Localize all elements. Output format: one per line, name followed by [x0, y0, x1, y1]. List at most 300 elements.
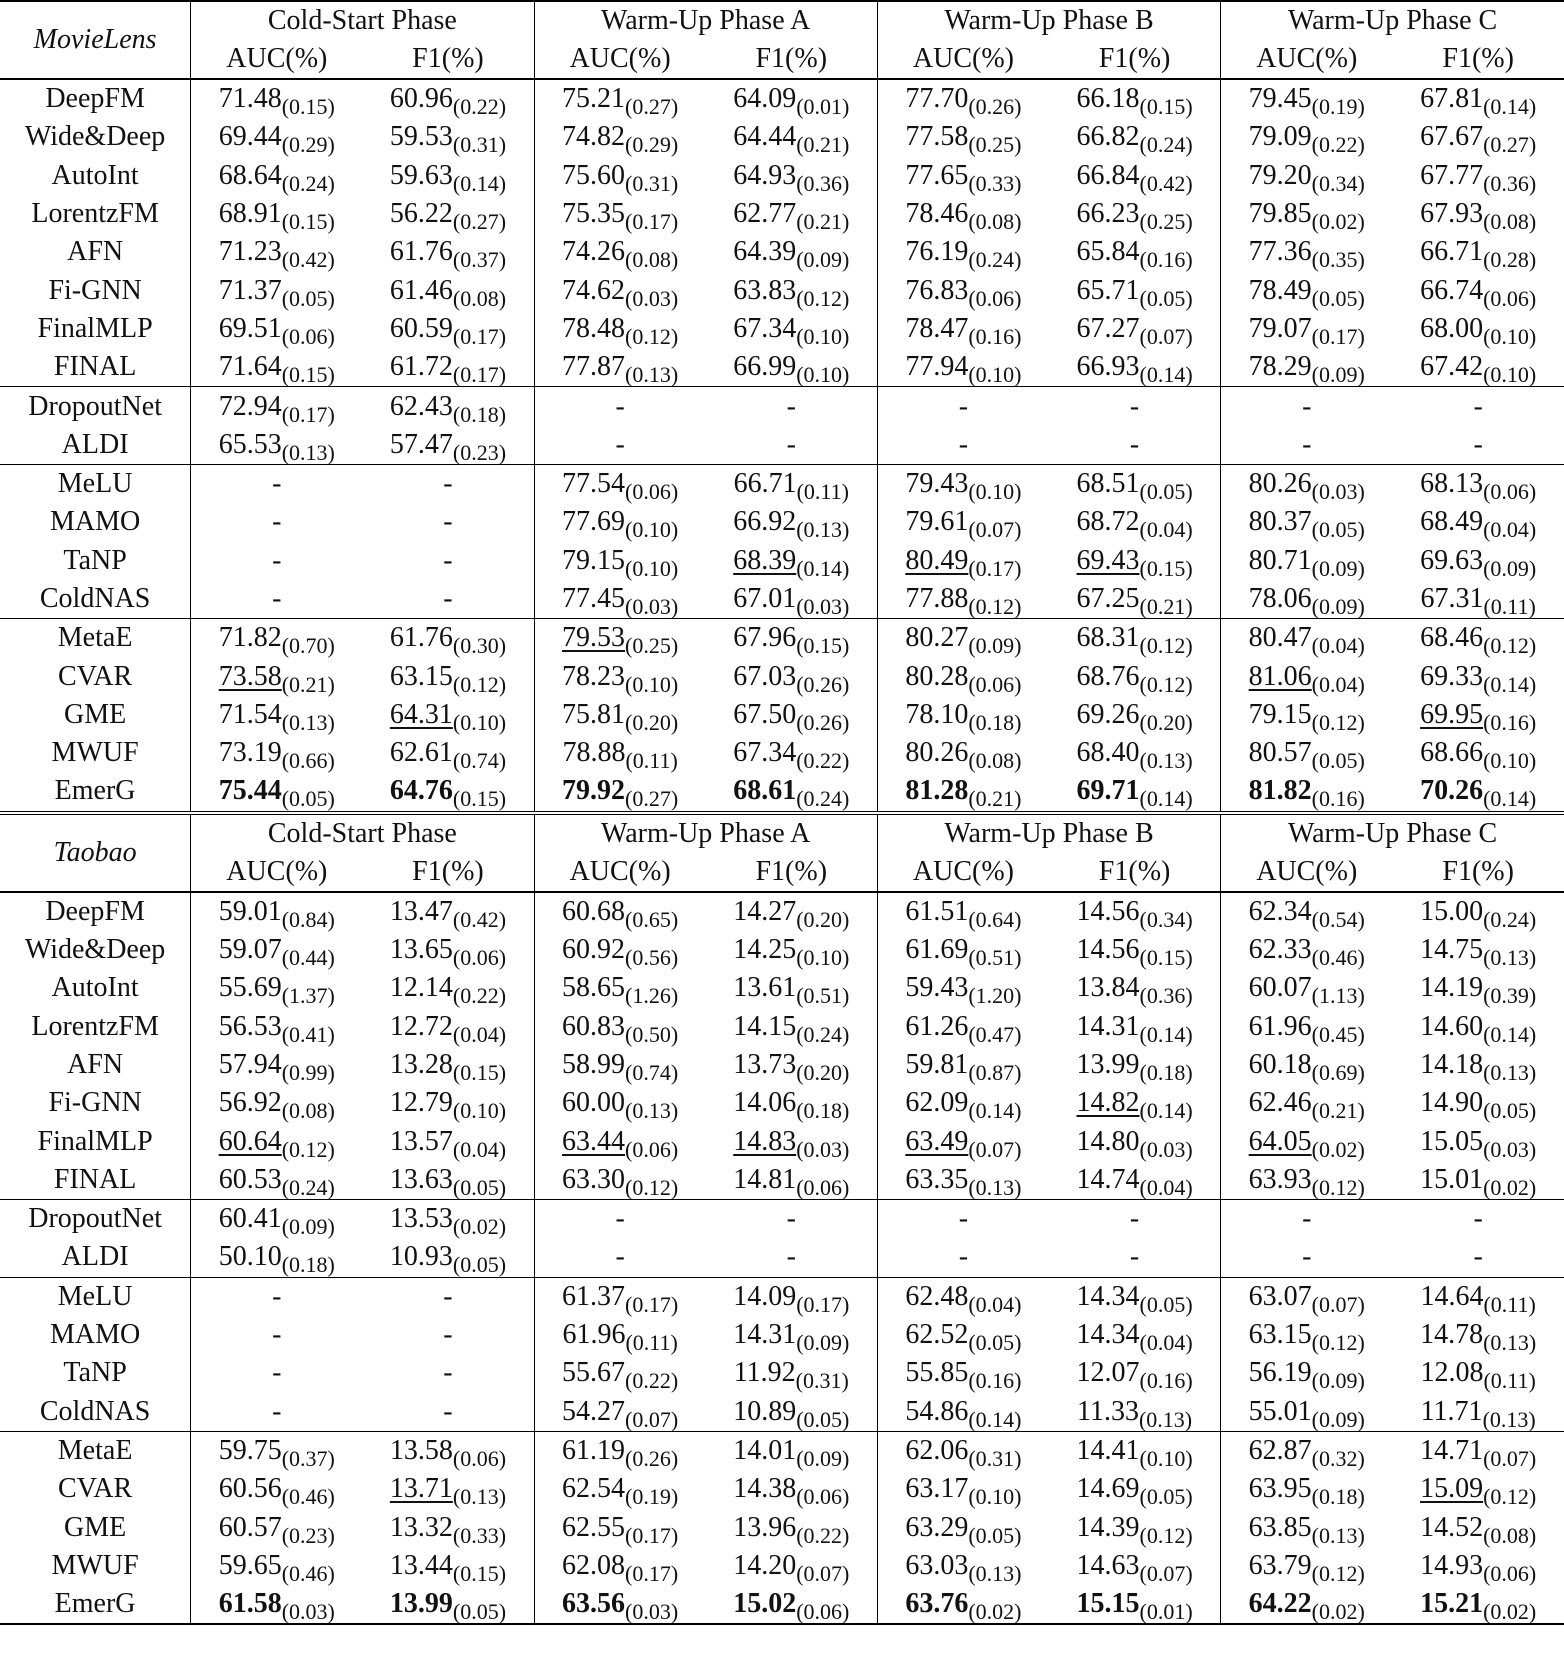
phase-header: Warm-Up Phase A [534, 813, 877, 853]
metric-value: 15.01 [1420, 1163, 1484, 1195]
std-dev: (0.09) [968, 633, 1022, 659]
std-dev: (0.06) [452, 945, 507, 971]
value-cell [877, 619, 1049, 658]
std-dev: (0.04) [1311, 671, 1365, 697]
std-dev: (0.14) [1483, 671, 1537, 697]
method-name: AutoInt [0, 157, 191, 195]
std-dev: (0.07) [796, 1560, 850, 1586]
std-dev: (0.23) [452, 439, 507, 465]
value-cell [1049, 1122, 1221, 1160]
table-row [0, 310, 1564, 348]
value-cell [191, 542, 363, 580]
method-name: DeepFM [0, 892, 191, 931]
value-cell [191, 1084, 363, 1122]
dataset-label: MovieLens [0, 1, 191, 79]
std-dev: (0.13) [1311, 1522, 1365, 1548]
method-name: GME [0, 696, 191, 734]
value-cell [706, 1547, 878, 1585]
std-dev: (0.74) [452, 748, 507, 774]
value-cell [706, 1354, 878, 1392]
std-dev: (0.19) [625, 1484, 679, 1510]
value-cell [1049, 969, 1221, 1007]
metric-value: 79.43 [905, 468, 969, 500]
value-cell [1221, 1508, 1393, 1546]
std-dev: (0.35) [1311, 247, 1365, 273]
std-dev: (0.05) [1311, 285, 1365, 311]
value-cell [191, 1508, 363, 1546]
std-dev: (0.01) [1139, 1599, 1193, 1625]
value-cell [1221, 271, 1393, 309]
metric-value: 66.71 [1420, 236, 1484, 268]
method-name: GME [0, 1508, 191, 1546]
value-cell [1221, 619, 1393, 658]
value-cell [706, 1200, 878, 1239]
std-dev: (0.10) [796, 362, 850, 388]
metric-value: - [443, 583, 453, 614]
value-cell [1392, 1431, 1564, 1470]
value-cell [877, 580, 1049, 619]
std-dev: (0.03) [1483, 1136, 1537, 1162]
metric-value: 79.45 [1248, 83, 1312, 115]
metric-value: - [786, 1203, 796, 1235]
metric-value: 64.39 [733, 236, 797, 268]
metric-value: 14.25 [733, 934, 797, 966]
metric-value: 60.96 [389, 83, 453, 115]
method-name: MetaE [0, 1431, 191, 1470]
phase-header: Warm-Up Phase A [534, 1, 877, 40]
value-cell [877, 1316, 1049, 1354]
method-name: EmerG [0, 1585, 191, 1624]
std-dev: (0.04) [452, 1021, 507, 1047]
std-dev: (0.09) [1311, 594, 1365, 619]
metric-value: 69.63 [1420, 544, 1484, 576]
metric-value: 14.56 [1076, 934, 1140, 966]
metric-value: 74.62 [562, 274, 626, 306]
std-dev: (0.12) [1483, 633, 1537, 659]
std-dev: (0.26) [968, 94, 1022, 120]
phase-header: Warm-Up Phase B [877, 1, 1220, 40]
metric-value: 76.19 [905, 236, 969, 268]
metric-value: 72.94 [218, 390, 282, 422]
metric-value: 62.48 [905, 1280, 969, 1312]
metric-value: 60.68 [562, 895, 626, 927]
metric-value: 66.82 [1076, 121, 1140, 153]
value-cell [534, 1122, 706, 1160]
value-cell [706, 1277, 878, 1316]
metric-value: 79.20 [1248, 159, 1312, 191]
method-name: FinalMLP [0, 310, 191, 348]
metric-value: 58.65 [562, 972, 626, 1004]
metric-value: 68.49 [1420, 506, 1484, 538]
std-dev: (0.12) [625, 323, 679, 349]
value-cell [1049, 892, 1221, 931]
table-row [0, 931, 1564, 969]
std-dev: (0.06) [796, 1484, 850, 1510]
std-dev: (0.17) [796, 1291, 850, 1317]
metric-value: 69.43 [1076, 544, 1140, 576]
value-cell [534, 1008, 706, 1046]
metric-value: 68.64 [218, 159, 282, 191]
table-row [0, 1547, 1564, 1585]
std-dev: (0.17) [625, 209, 679, 235]
metric-value: - [443, 1357, 453, 1389]
value-cell [1221, 1547, 1393, 1585]
value-cell [877, 79, 1049, 118]
table-row [0, 969, 1564, 1007]
value-cell [706, 1161, 878, 1200]
value-cell [1392, 892, 1564, 931]
metric-value: 71.37 [218, 274, 282, 306]
table-row [0, 426, 1564, 465]
std-dev: (0.14) [1483, 1021, 1537, 1047]
value-cell [1221, 1277, 1393, 1316]
value-cell [1049, 1354, 1221, 1392]
value-cell [706, 580, 878, 619]
metric-value: 80.28 [905, 660, 969, 692]
method-name: EmerG [0, 772, 191, 812]
metric-value: - [443, 506, 453, 538]
value-cell [191, 79, 363, 118]
metric-value: 63.03 [905, 1549, 969, 1581]
metric-value: 60.00 [562, 1087, 626, 1119]
metric-value: 58.99 [562, 1048, 626, 1080]
std-dev: (0.16) [968, 323, 1022, 349]
metric-value: 78.23 [562, 660, 626, 692]
metric-value: 61.72 [389, 351, 453, 383]
metric-value: 62.61 [389, 737, 453, 769]
value-cell [534, 1508, 706, 1546]
method-name: ColdNAS [0, 1393, 191, 1432]
std-dev: (0.05) [796, 1406, 850, 1432]
std-dev: (0.13) [281, 709, 335, 735]
std-dev: (0.10) [1483, 362, 1537, 388]
metric-value: 61.51 [905, 895, 969, 927]
metric-value: 66.84 [1076, 159, 1140, 191]
metric-value: 78.10 [905, 698, 969, 730]
value-cell [191, 1200, 363, 1239]
std-dev: (0.03) [281, 1599, 335, 1625]
value-cell [362, 1585, 534, 1624]
std-dev: (0.17) [625, 1522, 679, 1548]
value-cell [877, 1431, 1049, 1470]
value-cell [191, 1393, 363, 1432]
std-dev: (0.22) [452, 94, 507, 120]
value-cell [706, 696, 878, 734]
metric-value: 64.93 [733, 159, 797, 191]
metric-value: 67.50 [733, 698, 797, 730]
metric-value: 14.39 [1076, 1511, 1140, 1543]
std-dev: (0.10) [796, 945, 850, 971]
metric-value: 81.06 [1248, 660, 1312, 692]
value-cell [1392, 1547, 1564, 1585]
value-cell [1049, 348, 1221, 387]
value-cell [1221, 233, 1393, 271]
metric-value: 14.38 [733, 1473, 797, 1505]
metric-value: 14.19 [1420, 972, 1484, 1004]
std-dev: (0.07) [968, 517, 1022, 543]
table-row [0, 195, 1564, 233]
std-dev: (0.18) [968, 709, 1022, 735]
metric-value: - [272, 544, 282, 576]
metric-value: 63.93 [1248, 1163, 1312, 1195]
std-dev: (1.26) [625, 983, 679, 1009]
value-cell [362, 1161, 534, 1200]
metric-value: 10.89 [733, 1395, 797, 1427]
metric-value: - [443, 1395, 453, 1427]
std-dev: (0.05) [452, 1174, 507, 1200]
value-cell [1392, 387, 1564, 426]
std-dev: (0.08) [968, 748, 1022, 774]
value-cell [534, 1046, 706, 1084]
value-cell [191, 892, 363, 931]
metric-value: 78.46 [905, 198, 969, 230]
metric-value: 68.66 [1420, 737, 1484, 769]
metric-value: 79.53 [562, 622, 626, 654]
metric-header: F1(%) [362, 853, 534, 892]
metric-value: - [1302, 390, 1312, 422]
value-cell [534, 1354, 706, 1392]
std-dev: (0.06) [796, 1174, 850, 1200]
metric-value: 67.67 [1420, 121, 1484, 153]
value-cell [1049, 310, 1221, 348]
value-cell [1049, 657, 1221, 695]
metric-value: 54.86 [905, 1395, 969, 1427]
value-cell [877, 1238, 1049, 1277]
std-dev: (0.13) [281, 439, 335, 465]
metric-value: 13.57 [389, 1125, 453, 1157]
table-row [0, 1008, 1564, 1046]
method-name: Fi-GNN [0, 271, 191, 309]
value-cell [1049, 542, 1221, 580]
value-cell [1049, 157, 1221, 195]
std-dev: (0.16) [1311, 786, 1365, 812]
value-cell [1392, 348, 1564, 387]
metric-value: - [1129, 1203, 1140, 1235]
metric-value: 69.71 [1076, 775, 1140, 807]
metric-value: 61.96 [562, 1319, 626, 1351]
value-cell [706, 1008, 878, 1046]
metric-value: 14.75 [1420, 934, 1484, 966]
std-dev: (0.16) [968, 1368, 1022, 1394]
metric-header: AUC(%) [569, 855, 671, 887]
std-dev: (0.05) [968, 1522, 1022, 1548]
method-name: AutoInt [0, 969, 191, 1007]
value-cell [191, 931, 363, 969]
std-dev: (0.50) [625, 1021, 679, 1047]
std-dev: (0.24) [281, 170, 335, 196]
value-cell [1221, 657, 1393, 695]
std-dev: (0.10) [796, 323, 850, 349]
value-cell [1049, 1316, 1221, 1354]
metric-value: 56.92 [218, 1087, 282, 1119]
std-dev: (0.18) [796, 1098, 850, 1124]
std-dev: (0.05) [968, 1330, 1022, 1356]
metric-value: 60.53 [218, 1163, 282, 1195]
value-cell [1221, 1238, 1393, 1277]
std-dev: (0.12) [796, 285, 850, 311]
metric-value: 11.92 [733, 1357, 796, 1389]
std-dev: (0.36) [796, 170, 850, 196]
metric-value: 67.31 [1420, 583, 1484, 614]
method-name: MetaE [0, 619, 191, 658]
metric-value: 67.96 [733, 622, 797, 654]
value-cell [191, 1046, 363, 1084]
value-cell [534, 1161, 706, 1200]
std-dev: (0.20) [796, 1059, 850, 1085]
std-dev: (0.15) [452, 1560, 507, 1586]
std-dev: (0.87) [968, 1059, 1022, 1085]
metric-value: 59.53 [389, 121, 453, 153]
std-dev: (0.05) [281, 786, 335, 812]
method-name: MWUF [0, 734, 191, 772]
metric-value: 77.88 [905, 583, 969, 614]
metric-value: 13.71 [389, 1473, 453, 1505]
value-cell [534, 1084, 706, 1122]
metric-value: 62.34 [1248, 895, 1312, 927]
metric-value: 13.99 [1076, 1048, 1140, 1080]
value-cell [534, 931, 706, 969]
std-dev: (0.02) [1483, 1174, 1537, 1200]
value-cell [362, 1547, 534, 1585]
metric-value: 60.57 [218, 1511, 282, 1543]
std-dev: (0.09) [1311, 1406, 1365, 1432]
metric-value: 13.61 [733, 972, 797, 1004]
std-dev: (0.07) [1483, 1445, 1537, 1471]
metric-value: 75.81 [562, 698, 626, 730]
metric-value: - [1129, 390, 1140, 422]
metric-value: 12.08 [1420, 1357, 1484, 1389]
metric-value: 63.95 [1248, 1473, 1312, 1505]
std-dev: (0.46) [281, 1560, 335, 1586]
value-cell [1392, 157, 1564, 195]
metric-value: 69.33 [1420, 660, 1484, 692]
std-dev: (0.69) [1311, 1059, 1365, 1085]
value-cell [534, 969, 706, 1007]
value-cell [362, 619, 534, 658]
value-cell [362, 892, 534, 931]
std-dev: (0.21) [1139, 594, 1193, 619]
value-cell [877, 1008, 1049, 1046]
std-dev: (0.14) [968, 1406, 1022, 1432]
value-cell [706, 1470, 878, 1508]
value-cell [362, 969, 534, 1007]
metric-value: 11.33 [1077, 1395, 1139, 1427]
method-name: ALDI [0, 426, 191, 465]
value-cell [1221, 1585, 1393, 1624]
method-name: TaNP [0, 542, 191, 580]
metric-value: 74.82 [562, 121, 626, 153]
value-cell [877, 310, 1049, 348]
method-name: LorentzFM [0, 195, 191, 233]
std-dev: (0.12) [1139, 633, 1193, 659]
std-dev: (0.05) [1483, 1098, 1537, 1124]
metric-value: 65.84 [1076, 236, 1140, 268]
value-cell [706, 464, 878, 503]
value-cell [362, 657, 534, 695]
value-cell [362, 734, 534, 772]
metric-value: 81.82 [1248, 775, 1312, 807]
metric-value: 59.43 [905, 972, 969, 1004]
metric-value: 65.71 [1076, 274, 1140, 306]
table-row [0, 657, 1564, 695]
value-cell [706, 387, 878, 426]
std-dev: (0.11) [1483, 1368, 1536, 1394]
metric-value: 11.71 [1420, 1395, 1483, 1427]
metric-header: F1(%) [1049, 853, 1221, 892]
std-dev: (0.25) [625, 633, 679, 659]
value-cell [1049, 931, 1221, 969]
metric-value: 50.10 [218, 1241, 282, 1273]
metric-value: 78.06 [1248, 583, 1312, 614]
value-cell [877, 464, 1049, 503]
phase-header: Cold-Start Phase [191, 813, 534, 853]
value-cell [1049, 696, 1221, 734]
value-cell [1392, 969, 1564, 1007]
std-dev: (0.28) [1483, 247, 1537, 273]
metric-value: 64.22 [1248, 1588, 1312, 1620]
value-cell [1392, 734, 1564, 772]
value-cell [362, 348, 534, 387]
metric-value: 13.84 [1076, 972, 1140, 1004]
std-dev: (0.11) [1483, 1291, 1536, 1317]
metric-value: - [615, 1241, 625, 1273]
std-dev: (0.09) [1311, 555, 1365, 581]
metric-value: 61.96 [1248, 1010, 1312, 1042]
metric-header: AUC(%) [912, 43, 1014, 74]
value-cell [1392, 1084, 1564, 1122]
value-cell [362, 118, 534, 156]
std-dev: (0.15) [796, 633, 850, 659]
std-dev: (0.12) [1311, 1174, 1365, 1200]
value-cell [706, 195, 878, 233]
value-cell [362, 1431, 534, 1470]
std-dev: (0.16) [1139, 1368, 1193, 1394]
value-cell [1049, 619, 1221, 658]
value-cell [534, 233, 706, 271]
value-cell [877, 1161, 1049, 1200]
std-dev: (0.18) [452, 401, 507, 427]
metric-value: 59.01 [218, 895, 282, 927]
metric-value: 14.31 [1076, 1010, 1140, 1042]
value-cell [1392, 1238, 1564, 1277]
value-cell [706, 657, 878, 695]
metric-value: 61.26 [905, 1010, 969, 1042]
value-cell [534, 657, 706, 695]
metric-value: 62.43 [389, 390, 453, 422]
std-dev: (0.11) [625, 748, 678, 774]
value-cell [191, 1316, 363, 1354]
metric-value: 71.48 [218, 83, 282, 115]
value-cell [877, 696, 1049, 734]
std-dev: (0.14) [1483, 94, 1537, 120]
table-row [0, 233, 1564, 271]
value-cell [191, 426, 363, 465]
metric-value: 63.30 [562, 1163, 626, 1195]
metric-value: 63.85 [1248, 1511, 1312, 1543]
value-cell [1221, 542, 1393, 580]
value-cell [362, 1008, 534, 1046]
std-dev: (0.02) [452, 1214, 507, 1240]
std-dev: (0.10) [968, 362, 1022, 388]
std-dev: (0.51) [796, 983, 850, 1009]
value-cell [1392, 1122, 1564, 1160]
value-cell [706, 157, 878, 195]
method-name: MAMO [0, 1316, 191, 1354]
std-dev: (0.06) [281, 323, 335, 349]
method-name: DeepFM [0, 79, 191, 118]
std-dev: (0.08) [1483, 1522, 1537, 1548]
metric-value: 70.26 [1420, 775, 1484, 807]
